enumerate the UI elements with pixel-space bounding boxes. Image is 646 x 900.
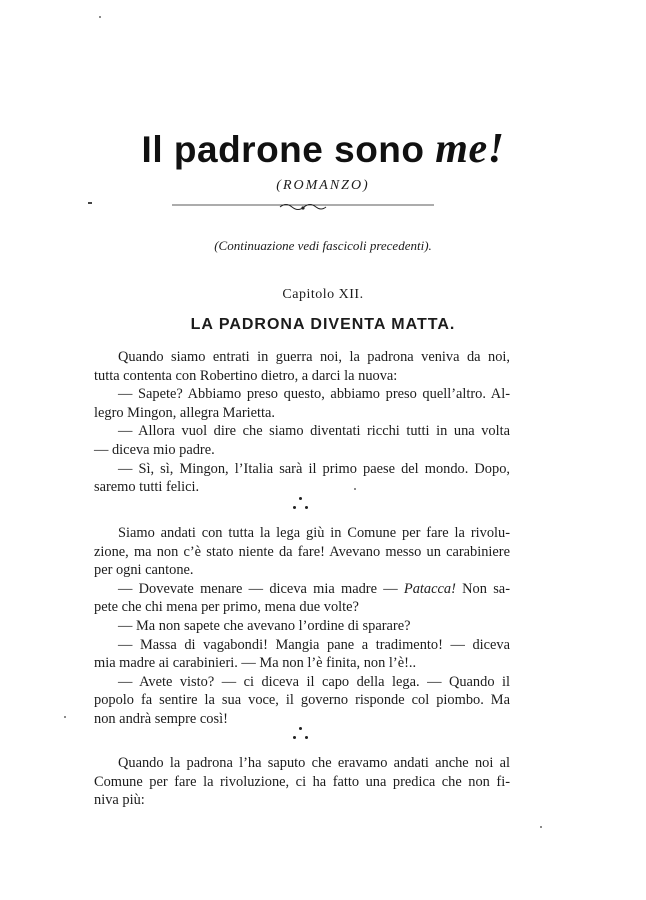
section-1 <box>94 348 510 497</box>
text-line: Comune per fare la rivoluzione, ci ha fatto una predica che non fi- <box>94 773 510 790</box>
margin-mark <box>88 202 92 204</box>
text-line: tutta contenta con Robertino dietro, a darci la nuova: <box>94 367 398 384</box>
text-line: popolo fa sentire la sua voce, il governo risponde col piombo. Ma <box>94 692 510 709</box>
text-line: non andrà sempre così! <box>94 710 228 727</box>
text-line: Siamo andati con tutta la lega giù in Comune per fare la rivolu- <box>118 525 510 541</box>
text-line: pete che chi mena per primo, mena due volte? <box>94 599 359 616</box>
text-line <box>94 580 510 599</box>
section-3 <box>94 754 510 810</box>
text-line: — Ma non sapete che avevano l’ordine di sparare? <box>118 617 411 634</box>
chapter-number: Capitolo XII. <box>282 287 364 302</box>
text-line: — diceva mio padre. <box>94 441 215 458</box>
chapter-heading: LA PADRONA DIVENTA MATTA. <box>190 316 456 333</box>
ornamental-rule <box>172 200 434 212</box>
text-line: — Sapete? Abbiamo preso questo, abbiamo preso quell’altro. Al- <box>118 386 510 403</box>
text-line: niva più: <box>94 792 145 809</box>
section-2 <box>94 524 510 729</box>
continuation-note: (Continuazione vedi fascicoli precedenti). <box>214 238 432 253</box>
text-line: Quando siamo entrati in guerra noi, la padrona veniva da noi, <box>118 349 510 365</box>
exclamation-italic: Patacca! <box>403 580 456 597</box>
dialogue-text: — Dovevate menare — diceva mia madre — <box>118 580 398 597</box>
title-main: Il padrone sono <box>141 129 425 170</box>
text-line: — Avete visto? — ci diceva il capo della lega. — Quando il <box>118 673 510 690</box>
text-line: — Allora vuol dire che siamo diventati ricchi tutti in una volta <box>118 423 510 440</box>
text-line: mia madre ai carabinieri. — Ma non l’è finita, non l’è!.. <box>94 655 417 672</box>
text-line: Quando la padrona l’ha saputo che eravamo andati anche noi al <box>118 755 510 771</box>
book-title <box>0 125 646 173</box>
text-line: zione, ma non c’è stato niente da fare! Avevano messo un carabiniere <box>94 543 510 560</box>
section-divider <box>286 727 316 743</box>
text-line: per ogni cantone. <box>94 562 194 579</box>
text-line: saremo tutti felici. <box>94 479 200 496</box>
text-line: legro Mingon, allegra Marietta. <box>94 404 276 421</box>
title-emphasis: me! <box>435 126 505 172</box>
text-line: — Sì, sì, Mingon, l’Italia sarà il primo paese del mondo. Dopo, <box>118 460 510 477</box>
subtitle: (ROMANZO) <box>276 178 370 193</box>
section-divider <box>286 497 316 513</box>
dialogue-text: Non sa- <box>462 580 510 597</box>
text-line: — Massa di vagabondi! Mangia pane a tradimento! — diceva <box>118 636 510 653</box>
